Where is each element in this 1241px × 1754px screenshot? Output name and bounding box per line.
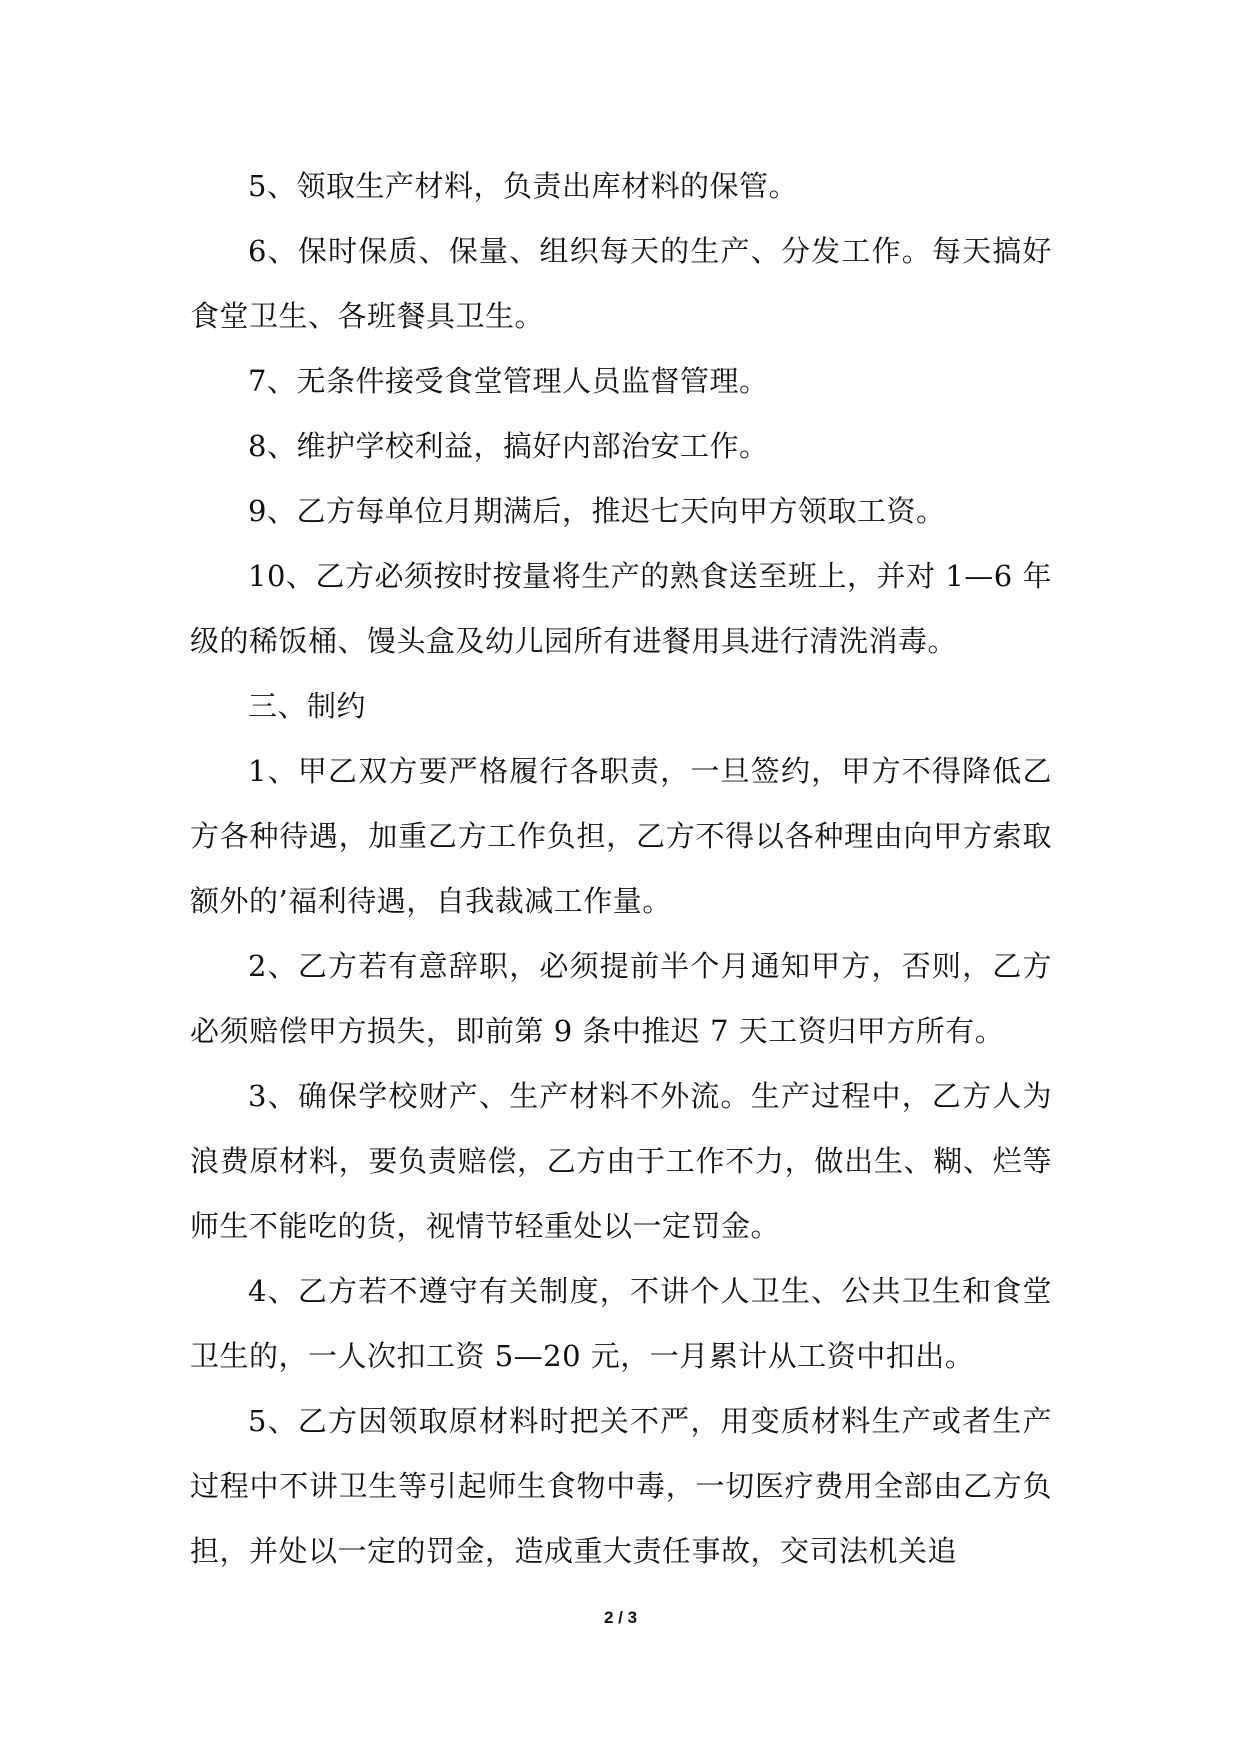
document-body xyxy=(190,154,1052,1584)
paragraph: 9、乙方每单位月期满后，推迟七天向甲方领取工资。 xyxy=(248,494,946,528)
paragraph: 8、维护学校利益，搞好内部治安工作。 xyxy=(248,429,769,463)
paragraph: 6、保时保质、保量、组织每天的生产、分发工作。每天搞好食堂卫生、各班餐具卫生。 xyxy=(190,234,1052,333)
paragraph: 7、无条件接受食堂管理人员监督管理。 xyxy=(248,364,769,398)
paragraph: 1、甲乙双方要严格履行各职责，一旦签约，甲方不得降低乙方各种待遇，加重乙方工作负担，乙方不得以各种理由向甲方索取额外的’福利待遇，自我裁减工作量。 xyxy=(190,754,1052,918)
paragraph: 5、领取生产材料，负责出库材料的保管。 xyxy=(248,169,798,203)
section-heading: 三、制约 xyxy=(248,689,367,723)
paragraph: 2、乙方若有意辞职，必须提前半个月通知甲方，否则，乙方必须赔偿甲方损失，即前第 9 条中推迟 7 天工资归甲方所有。 xyxy=(190,949,1052,1048)
page-number: 2 / 3 xyxy=(603,1608,638,1627)
paragraph: 5、乙方因领取原材料时把关不严，用变质材料生产或者生产过程中不讲卫生等引起师生食物中毒，一切医疗费用全部由乙方负担，并处以一定的罚金，造成重大责任事故，交司法机关追 xyxy=(190,1404,1052,1568)
paragraph: 4、乙方若不遵守有关制度，不讲个人卫生、公共卫生和食堂卫生的，一人次扣工资 5—20 元，一月累计从工资中扣出。 xyxy=(190,1274,1052,1373)
paragraph: 10、乙方必须按时按量将生产的熟食送至班上，并对 1—6 年级的稀饭桶、馒头盒及幼儿园所有进餐用具进行清洗消毒。 xyxy=(190,559,1052,658)
paragraph: 3、确保学校财产、生产材料不外流。生产过程中，乙方人为浪费原材料，要负责赔偿，乙方由于工作不力，做出生、糊、烂等师生不能吃的货，视情节轻重处以一定罚金。 xyxy=(190,1079,1052,1243)
